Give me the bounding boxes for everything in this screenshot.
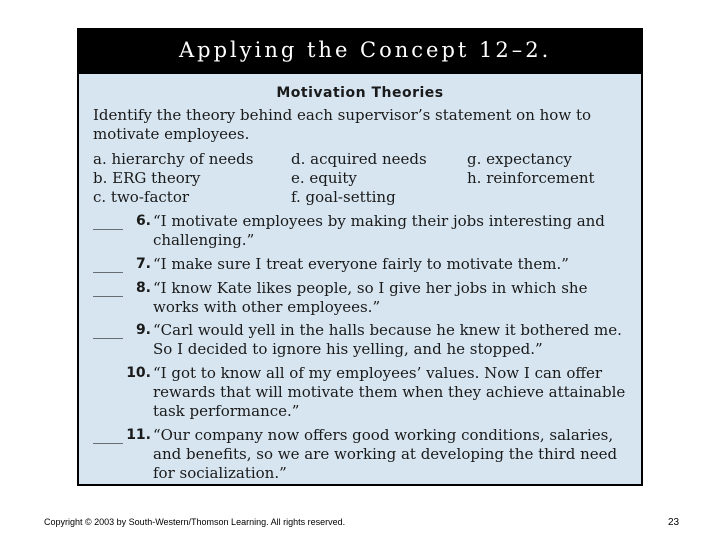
question-text: “I motivate employees by making their jobs interesting and challenging.” [153,212,605,249]
answer-blank[interactable]: ____ [93,279,123,297]
page-number: 23 [668,517,680,528]
question-number: 6. [135,213,151,229]
question-number: 11. [126,427,151,443]
header-bar [79,30,641,74]
question-text: “I know Kate likes people, so I give her jobs in which she works with other employees.” [153,279,588,316]
answer-blank[interactable]: ____ [93,255,123,273]
answer-blank[interactable]: ____ [93,426,123,444]
choice-c: c. two-factor [93,188,190,206]
question-text: “I make sure I treat everyone fairly to motivate them.” [153,255,569,273]
section-subtitle: Motivation Theories [276,85,444,101]
instructions: Identify the theory behind each supervisor’s statement on how to motivate employees. [93,106,592,143]
question-text: “Our company now offers good working conditions, salaries, and benefits, so we are working at developing the third need for socialization.” [153,426,618,482]
choice-h: h. reinforcement [467,169,595,187]
answer-blank[interactable]: ____ [93,321,123,339]
choice-b: b. ERG theory [93,169,201,187]
choice-g: g. expectancy [467,150,572,168]
choice-e: e. equity [291,169,357,187]
question-text: “Carl would yell in the halls because he knew it bothered me. So I decided to ignore his yelling, and he stopped.” [153,321,622,358]
choice-a: a. hierarchy of needs [93,150,254,168]
question-text: “I got to know all of my employees’ values. Now I can offer rewards that will motivate them when they achieve attainable task performance.” [153,364,626,420]
choice-f: f. goal-setting [291,188,396,206]
question-number: 9. [135,322,151,338]
question-number: 10. [126,365,151,381]
choice-d: d. acquired needs [291,150,427,168]
answer-blank[interactable]: ____ [93,212,123,230]
concept-panel [77,28,643,486]
question-number: 8. [135,280,151,296]
copyright-notice: Copyright © 2003 by South-Western/Thomson Learning. All rights reserved. [44,517,346,527]
question-number: 7. [135,256,151,272]
page-title: Applying the Concept 12–2. [179,38,552,62]
